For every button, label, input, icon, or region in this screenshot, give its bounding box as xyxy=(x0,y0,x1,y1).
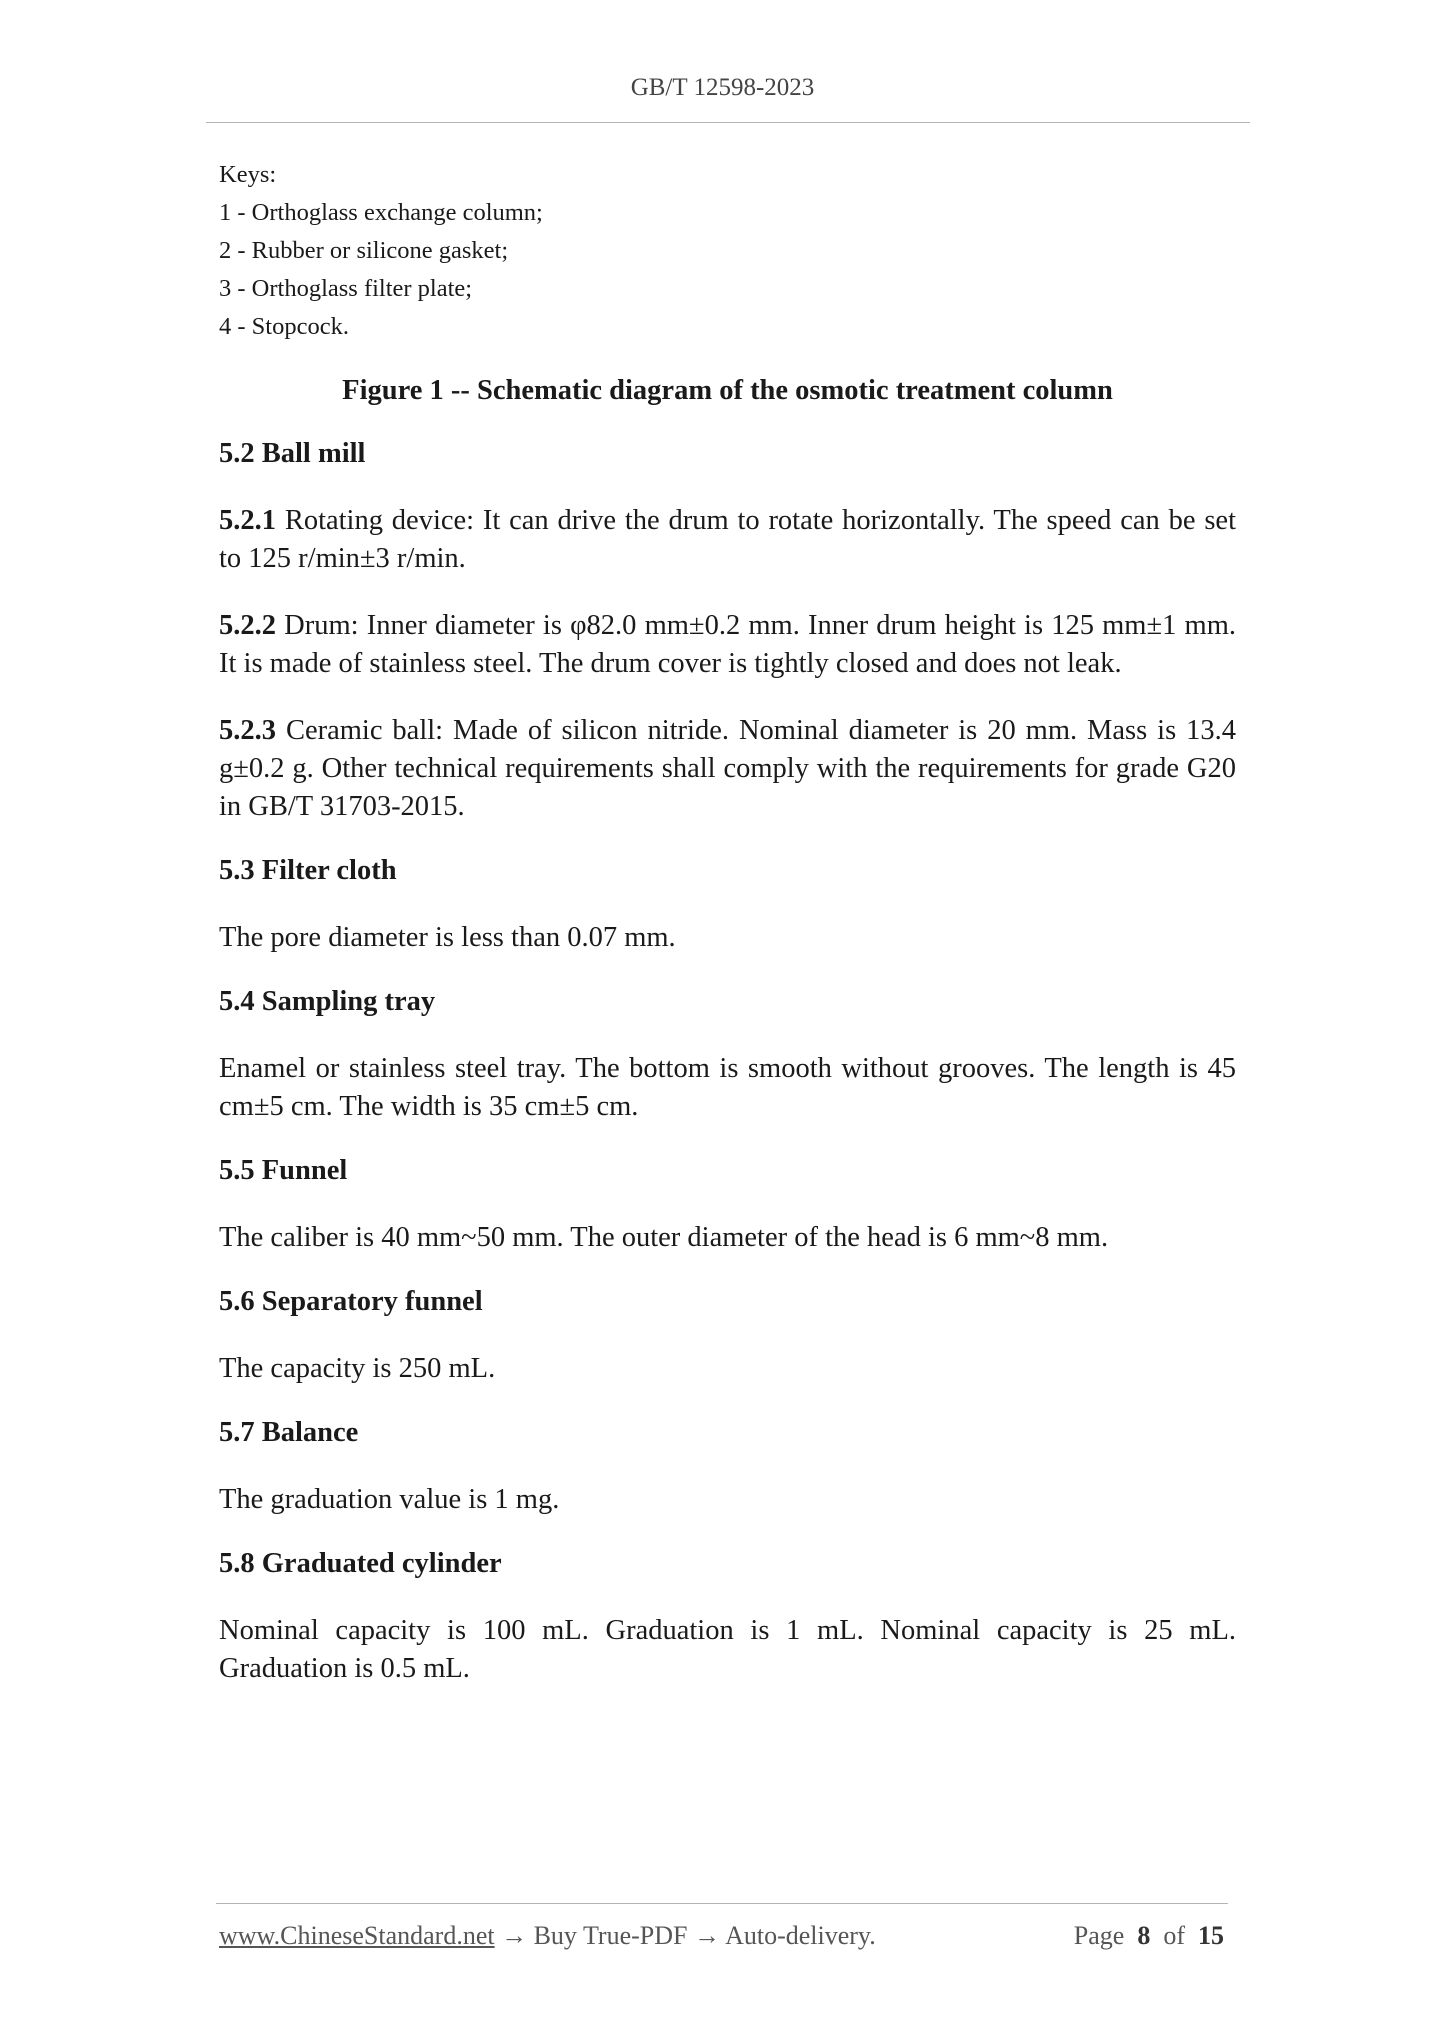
of-label: of xyxy=(1163,1921,1185,1950)
buy-pdf-text: Buy True-PDF xyxy=(533,1921,688,1950)
page-number: 8 xyxy=(1137,1921,1151,1950)
page-total: 15 xyxy=(1198,1921,1224,1950)
keys-title: Keys: xyxy=(219,161,277,188)
clause-number: 5.2.2 xyxy=(219,610,276,641)
paragraph-5-2-3 xyxy=(219,712,1236,826)
arrow-right-icon: → xyxy=(494,1921,534,1950)
section-heading-5-3: 5.3 Filter cloth xyxy=(219,855,397,886)
section-heading-5-2: 5.2 Ball mill xyxy=(219,438,366,469)
paragraph-5-8: Nominal capacity is 100 mL. Graduation is 1 mL. Nominal capacity is 25 mL. Graduation is 0.5 mL. xyxy=(219,1615,1236,1684)
header-divider xyxy=(206,122,1250,123)
paragraph-5-2-2 xyxy=(219,607,1236,683)
clause-text: Drum: Inner diameter is φ82.0 mm±0.2 mm. Inner drum height is 125 mm±1 mm. It is made of stainless steel. The drum cover is tightly closed and does not leak. xyxy=(219,610,1236,679)
clause-text: Ceramic ball: Made of silicon nitride. Nominal diameter is 20 mm. Mass is 13.4 g±0.2 g. Other technical requirements shall comply with the requirements for grade G20 in GB/T 31703-2015. xyxy=(219,715,1236,822)
page-label: Page xyxy=(1073,1921,1125,1950)
section-heading-5-4: 5.4 Sampling tray xyxy=(219,986,436,1017)
section-heading-5-7: 5.7 Balance xyxy=(219,1417,359,1448)
paragraph-5-6: The capacity is 250 mL. xyxy=(219,1353,496,1384)
paragraph-5-3: The pore diameter is less than 0.07 mm. xyxy=(219,922,676,953)
footer-divider xyxy=(216,1903,1228,1904)
key-item: 1 - Orthoglass exchange column; xyxy=(219,199,543,226)
section-heading-5-5: 5.5 Funnel xyxy=(219,1155,348,1186)
page-header: GB/T 12598-2023 xyxy=(630,74,815,101)
website-link[interactable]: www.ChineseStandard.net xyxy=(219,1921,495,1950)
key-item: 2 - Rubber or silicone gasket; xyxy=(219,237,509,264)
arrow-right-icon: → xyxy=(687,1921,726,1950)
footer-promo xyxy=(219,1921,876,1951)
key-item: 4 - Stopcock. xyxy=(219,313,349,340)
clause-text: Rotating device: It can drive the drum to rotate horizontally. The speed can be set to 125 r/min±3 r/min. xyxy=(219,505,1236,574)
paragraph-5-5: The caliber is 40 mm~50 mm. The outer diameter of the head is 6 mm~8 mm. xyxy=(219,1222,1109,1253)
paragraph-5-4: Enamel or stainless steel tray. The bottom is smooth without grooves. The length is 45 cm±5 cm. The width is 35 cm±5 cm. xyxy=(219,1053,1236,1122)
key-item: 3 - Orthoglass filter plate; xyxy=(219,275,473,302)
page-counter xyxy=(1074,1921,1224,1951)
paragraph-5-7: The graduation value is 1 mg. xyxy=(219,1484,560,1515)
clause-number: 5.2.3 xyxy=(219,715,276,746)
section-heading-5-6: 5.6 Separatory funnel xyxy=(219,1286,483,1317)
paragraph-5-2-1 xyxy=(219,502,1236,578)
auto-delivery-text: Auto-delivery. xyxy=(725,1921,876,1950)
page-content xyxy=(219,156,1236,1688)
clause-number: 5.2.1 xyxy=(219,505,276,536)
figure-caption: Figure 1 -- Schematic diagram of the osmotic treatment column xyxy=(342,375,1113,406)
section-heading-5-8: 5.8 Graduated cylinder xyxy=(219,1548,502,1579)
figure-keys xyxy=(219,156,1236,346)
